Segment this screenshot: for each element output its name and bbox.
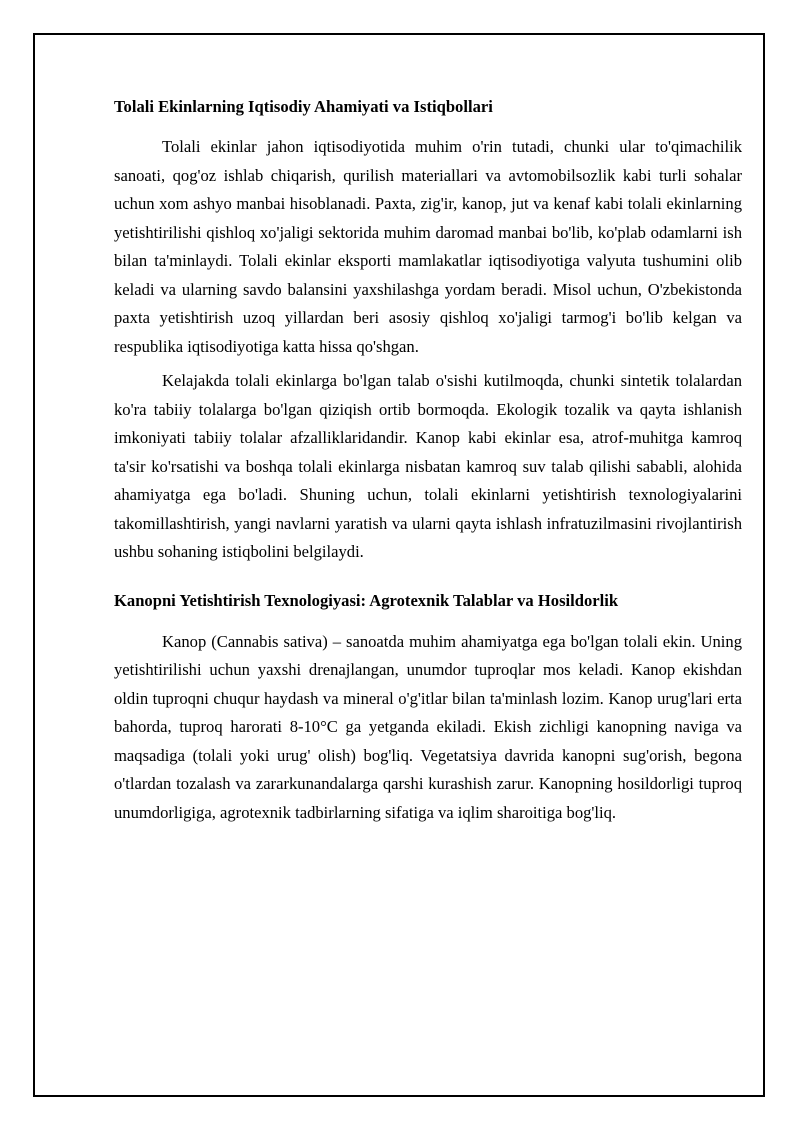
paragraph-economic-role: Tolali ekinlar jahon iqtisodiyotida muhim o'rin tutadi, chunki ular to'qimachilik sanoati, qog'oz ishlab chiqarish, qurilish materiallari va avtomobilsozlik kabi turli sohalar uchun xom ashyo manbai hisoblanadi. Paxta, zig'ir, kanop, jut va kenaf kabi tolali ekinlarning yetishtirilishi qishloq xo'jaligi sektorida muhim daromad manbai bo'lib, ko'plab odamlarni ish bilan ta'minlaydi. Tolali ekinlar eksporti mamlakatlar iqtisodiyotiga valyuta tushumini olib keladi va ularning savdo balansini yaxshilashga yordam beradi. Misol uchun, O'zbekistonda paxta yetishtirish uzoq yillardan beri asosiy qishloq xo'jaligi tarmog'i bo'lib kelgan va respublika iqtisodiyotiga katta hissa qo'shgan.: [114, 137, 742, 356]
section-heading-economic-importance: Tolali Ekinlarning Iqtisodiy Ahamiyati va Istiqbollari: [114, 97, 493, 116]
document-body: [114, 95, 742, 827]
paragraph-future-prospects: Kelajakda tolali ekinlarga bo'lgan talab o'sishi kutilmoqda, chunki sintetik tolalardan ko'ra tabiiy tolalarga bo'lgan qiziqish ortib bormoqda. Ekologik tozalik va qayta ishlanish imkoniyati tabiiy tolalar afzalliklaridandir. Kanop kabi ekinlar esa, atrof-muhitga kamroq ta'sir ko'rsatishi va boshqa tolali ekinlarga nisbatan kamroq suv talab qilishi sababli, alohida ahamiyatga ega bo'ladi. Shuning uchun, tolali ekinlarni yetishtirish texnologiyalarini takomillashtirish, yangi navlarni yaratish va ularni qayta ishlash infratuzilmasini rivojlantirish ushbu sohaning istiqbolini belgilaydi.: [114, 371, 742, 561]
section-heading-cultivation-technology: Kanopni Yetishtirish Texnologiyasi: Agrotexnik Talablar va Hosildorlik: [114, 590, 619, 610]
paragraph-hemp-cultivation: Kanop (Cannabis sativa) – sanoatda muhim ahamiyatga ega bo'lgan tolali ekin. Uning yetishtirilishi uchun yaxshi drenajlangan, unumdor tuproqlar mos keladi. Kanop ekishdan oldin tuproqni chuqur haydash va mineral o'g'itlar bilan ta'minlash lozim. Kanop urug'lari erta bahorda, tuproq harorati 8-10°C ga yetganda ekiladi. Ekish zichligi kanopning naviga va maqsadiga (tolali yoki urug' olish) bog'liq. Vegetatsiya davrida kanopni sug'orish, begona o'tlardan tozalash va zararkunandalarga qarshi kurashish zarur. Kanopning hosildorligi tuproq unumdorligiga, agrotexnik tadbirlarning sifatiga va iqlim sharoitiga bog'liq.: [114, 631, 742, 822]
